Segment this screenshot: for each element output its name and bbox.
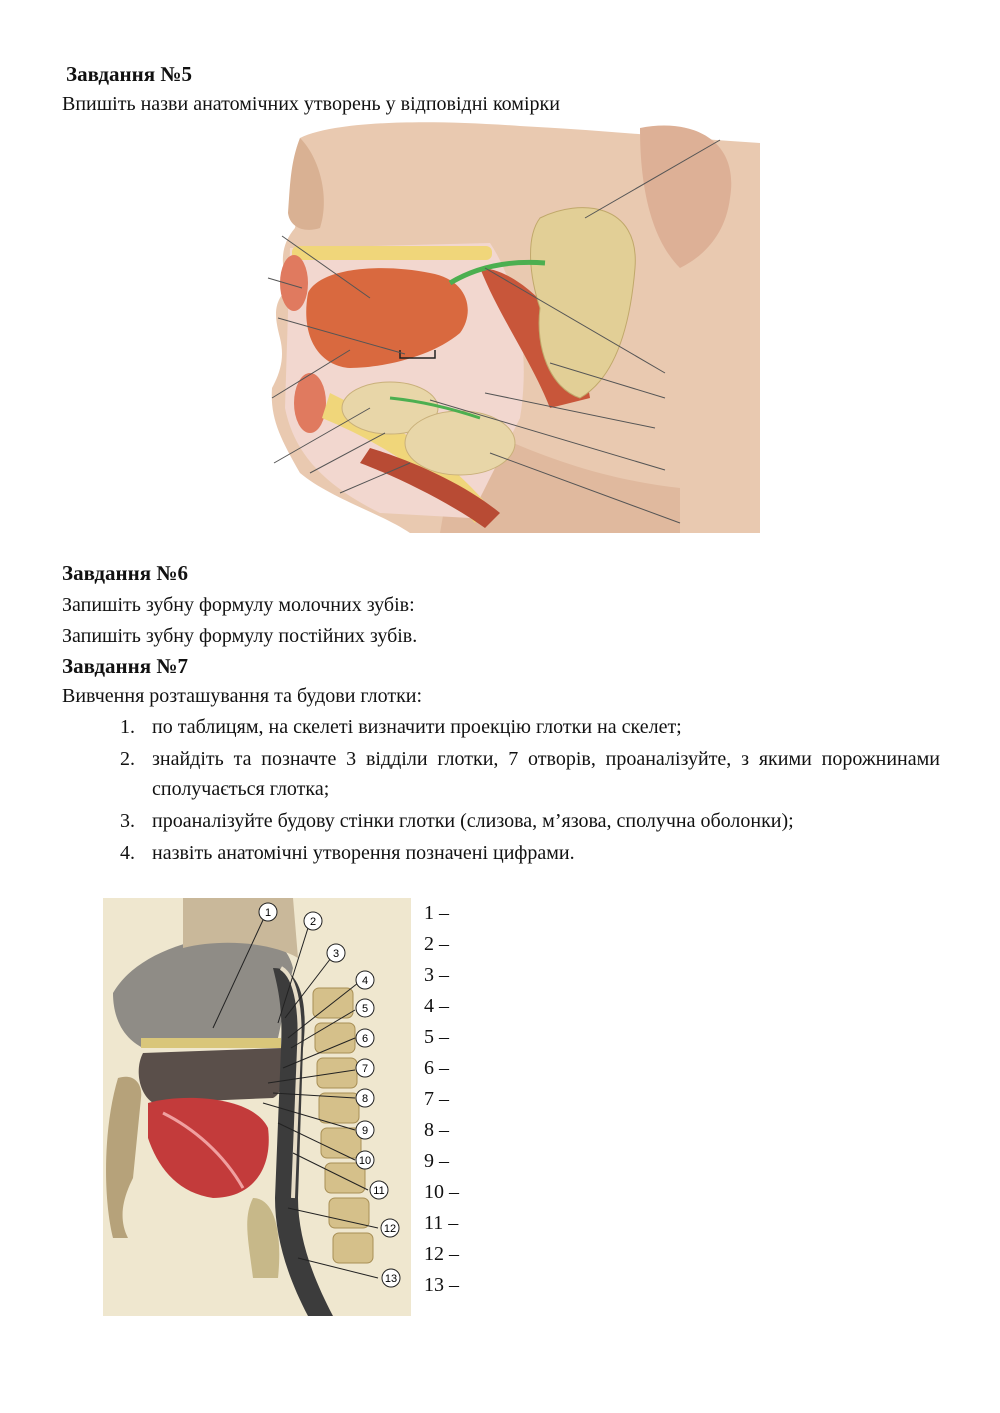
answer-label: 1 – [424,902,449,924]
answer-label: 6 – [424,1057,449,1079]
list-item-text: назвіть анатомічні утворення позначені цифрами. [152,842,575,864]
task7-steps-list [120,712,940,870]
task7-intro: Вивчення розташування та будови глотки: [62,685,423,707]
callout-number: 2 [309,916,317,928]
answer-label: 12 – [424,1243,459,1265]
list-item-number: 2. [120,748,135,770]
callout-number: 6 [361,1033,369,1045]
callout-number: 3 [332,948,340,960]
pharynx-sagittal-section [103,898,411,1316]
salivary-glands-illustration [260,118,760,533]
answer-label: 10 – [424,1181,459,1203]
task6-line2: Запишіть зубну формулу постійних зубів. [62,625,418,647]
answer-label: 7 – [424,1088,449,1110]
callout-number: 7 [361,1063,369,1075]
list-item [120,712,940,742]
callout-number: 12 [383,1223,397,1235]
task7-title: Завдання №7 [62,654,188,678]
answer-labels-list [424,898,459,1301]
task5-instruction: Впишіть назви анатомічних утворень у відповідні комірки [62,93,560,115]
list-item-text: проаналізуйте будову стінки глотки (слизова, м’язова, сполучна оболонки); [152,810,794,832]
callout-number: 4 [361,975,369,987]
list-item-text: знайдіть та позначте 3 відділи глотки, 7 отворів, проаналізуйте, з якими порожнинами сполучається глотка; [152,748,940,800]
list-item [120,806,940,836]
list-item-text: по таблицям, на скелеті визначити проекцію глотки на скелет; [152,716,682,738]
answer-label: 11 – [424,1212,459,1234]
list-item-number: 3. [120,810,135,832]
palate-bone [292,246,492,260]
callout-number: 5 [361,1003,369,1015]
callout-number: 11 [373,1185,385,1197]
answer-label: 9 – [424,1150,449,1172]
list-item [120,744,940,804]
oral-cavity [139,1048,285,1103]
answer-label: 4 – [424,995,449,1017]
answer-label: 13 – [424,1274,459,1296]
task6-line1: Запишіть зубну формулу молочних зубів: [62,594,415,616]
task6-title: Завдання №6 [62,561,188,585]
callout-number: 8 [361,1093,369,1105]
answer-label: 5 – [424,1026,449,1048]
list-item-number: 4. [120,842,135,864]
hard-palate [141,1038,281,1048]
task5-title: Завдання №5 [66,62,192,86]
callout-number: 13 [384,1273,398,1285]
answer-label: 2 – [424,933,449,955]
answer-label: 3 – [424,964,449,986]
answer-label: 8 – [424,1119,449,1141]
list-item [120,838,940,868]
callout-number: 9 [361,1125,369,1137]
callout-number: 1 [264,907,272,919]
list-item-number: 1. [120,716,135,738]
callout-number: 10 [358,1155,372,1167]
